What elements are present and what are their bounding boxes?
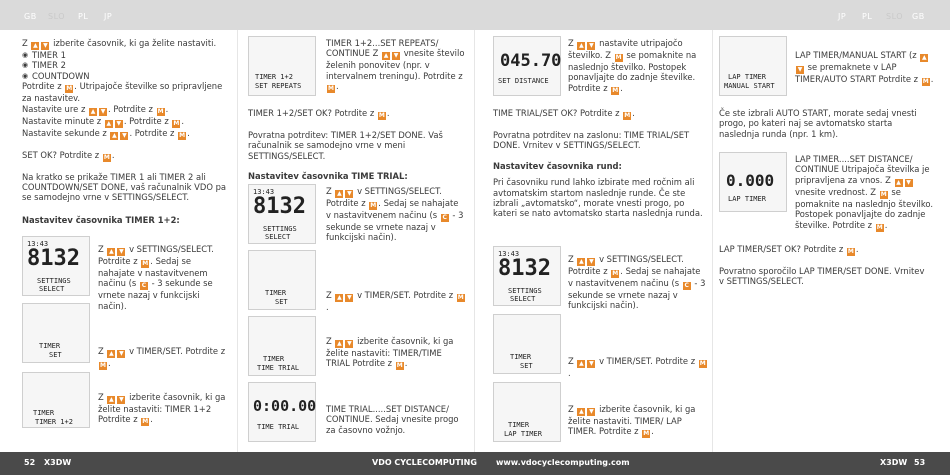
lcd-line2: TIME TRIAL	[257, 364, 300, 372]
lcd-settings-display	[22, 236, 90, 296]
clear-key-icon: C	[141, 282, 147, 290]
mode-key-icon: M	[922, 78, 929, 85]
tab-gb-left[interactable]: GB	[24, 12, 37, 21]
col3-step3: Z ▲ ▼ v TIMER/SET. Potrdite z M.	[568, 356, 706, 378]
mode-key-icon: M	[699, 360, 706, 367]
col2-step1: TIMER 1+2...SET REPEATS/ CONTINUE Z ▲ ▼ vnesite število želenih ponovitev (npr. v intervalnem treningu). Potrdite z M .	[326, 38, 465, 93]
column-2	[248, 108, 468, 188]
up-icon: ▲	[337, 190, 342, 197]
lcd-line1: TIMER	[510, 353, 532, 361]
mode-key-icon: M	[370, 202, 377, 209]
up-icon: ▲	[90, 107, 96, 115]
clear-key-icon: C	[442, 214, 447, 221]
lcd-timetrial-select-display	[248, 316, 316, 376]
col2-step2: Z ▲ ▼ v SETTINGS/SELECT. Potrdite z M . Sedaj se nahajate v nastavitvenem načinu (s C - 3 sekunde se vrnete nazaj v funkcijski način).	[326, 186, 464, 243]
model-name-right: X3DW	[880, 458, 908, 467]
mode-key-icon: M	[100, 362, 106, 369]
lcd-distance-display	[493, 36, 561, 96]
down-icon: ▼	[589, 360, 594, 367]
lcd-line1: SETTINGS	[263, 225, 297, 233]
up-icon: ▲	[33, 42, 38, 49]
setok-text: TIMER 1+2/SET OK? Potrdite z M .	[248, 108, 390, 119]
mode-key-icon: M	[624, 112, 631, 119]
mode-key-icon: M	[66, 85, 73, 93]
list-item: ◉ TIMER 1	[22, 50, 227, 60]
setok-text: LAP TIMER/SET OK? Potrdite z M .	[719, 244, 859, 255]
column-divider	[712, 30, 713, 452]
col3-step4: Z ▲ ▼ izberite časovnik, ki ga želite nastaviti. TIMER/ LAP TIMER. Potrdite z M .	[568, 404, 696, 438]
col2-step5: TIME TRIAL.....SET DISTANCE/ CONTINUE. Sedaj vnesite progo za časovno vožnjo.	[326, 404, 459, 435]
mode-key-icon: M	[643, 430, 650, 438]
lcd-main-value: 045.70	[500, 51, 562, 71]
lcd-line2: SET	[520, 362, 533, 370]
mode-key-icon: M	[378, 112, 385, 119]
lcd-time: 13:43	[27, 240, 49, 248]
list-item: ◉ COUNTDOWN	[22, 71, 227, 81]
lcd-manual-start-display	[719, 36, 787, 96]
lcd-main-value: 0:00.00	[253, 397, 317, 415]
col4-step1: LAP TIMER/MANUAL START (z ▲▼ se premaknete v LAP TIMER/AUTO START Potrdite z M .	[795, 50, 934, 85]
lcd-line1: TIMER	[263, 355, 285, 363]
lcd-line1: TIMER	[33, 409, 55, 417]
up-icon: ▲	[337, 294, 342, 301]
lcd-timer-display	[22, 303, 90, 363]
lcd-line2: MANUAL START	[724, 82, 775, 90]
setok-text: TIME TRIAL/SET OK? Potrdite z M .	[493, 108, 635, 119]
up-icon: ▲	[106, 119, 112, 127]
lcd-line1: TIMER	[265, 289, 287, 297]
up-icon: ▲	[896, 178, 901, 186]
lcd-settings-display	[248, 184, 316, 244]
up-icon: ▲	[112, 131, 117, 139]
lcd-line1: LAP TIMER	[728, 195, 766, 203]
model-name-left: X3DW	[44, 458, 72, 467]
mode-key-icon: M	[142, 418, 149, 426]
down-icon: ▼	[589, 42, 594, 49]
column-divider	[237, 30, 238, 452]
up-icon: ▲	[337, 340, 342, 347]
lcd-time: 13:43	[498, 250, 520, 258]
page-number-right: 53	[914, 458, 926, 467]
mode-key-icon: M	[103, 153, 110, 161]
top-language-bar	[0, 0, 950, 30]
section-heading: Nastavitev časovnika TIMER 1+2:	[22, 214, 180, 225]
column-4	[719, 244, 931, 297]
mode-key-icon: M	[179, 131, 186, 139]
website-link[interactable]: www.vdocyclecomputing.com	[496, 458, 630, 467]
col1-step1: Z ▲ ▼ v SETTINGS/SELECT. Potrdite z M . Sedaj se nahajate v nastavitvenem načinu (s C - 3 sekunde se vrnete nazaj v funkcijski način).	[98, 244, 214, 311]
tab-slo-left[interactable]: SLO	[48, 12, 66, 21]
col3-step2: Z ▲ ▼ v SETTINGS/SELECT. Potrdite z M . Sedaj se nahajate v nastavitvenem načinu (s C - 3 sekunde se vrnete nazaj v funkcijski način).	[568, 254, 706, 311]
summary-text: Na kratko se prikaže TIMER 1 ali TIMER 2 ali COUNTDOWN/SET DONE, vaš računalnik VDO pa se samodejno vrne v SETTINGS/SELECT.	[22, 171, 227, 203]
down-icon: ▼	[43, 42, 48, 49]
down-icon: ▼	[119, 350, 124, 357]
up-icon: ▲	[109, 350, 114, 357]
lcd-timer-display	[493, 314, 561, 374]
mode-key-icon: M	[457, 294, 464, 301]
down-icon: ▼	[119, 248, 124, 255]
lcd-line2: SELECT	[39, 285, 65, 293]
up-icon: ▲	[921, 54, 927, 61]
down-icon: ▼	[119, 396, 124, 403]
column-1	[22, 38, 227, 231]
mode-key-icon: M	[615, 54, 622, 61]
mode-key-icon: M	[328, 85, 334, 93]
lcd-main-value: 8132	[253, 194, 306, 219]
col1-step2: Z ▲ ▼ v TIMER/SET. Potrdite z M .	[98, 346, 226, 369]
brand-name: VDO CYCLECOMPUTING	[372, 458, 477, 467]
column-3	[493, 108, 705, 229]
tab-jp-right[interactable]: JP	[838, 12, 847, 21]
done-text: Povratno sporočilo LAP TIMER/SET DONE. Vrnitev v SETTINGS/SELECT.	[719, 266, 925, 287]
lcd-main-value: 8132	[498, 256, 551, 281]
lcd-line2: SET	[49, 351, 62, 359]
up-icon: ▲	[109, 396, 114, 403]
lcd-timer-display	[248, 250, 316, 310]
lcd-line1: SETTINGS	[37, 277, 71, 285]
section-heading: Nastavitev časovnika TIME TRIAL:	[248, 171, 408, 182]
lcd-settings-display	[493, 246, 561, 306]
seconds-text: Nastavite sekunde z ▲ ▼ . Potrdite z M .	[22, 127, 190, 139]
footer-bar	[0, 452, 950, 475]
section-heading: Nastavitev časovnika rund:	[493, 160, 622, 171]
down-icon: ▼	[116, 119, 122, 127]
list-item: ◉ TIMER 2	[22, 60, 227, 70]
intro-text: Z ▲ ▼ izberite časovnik, ki ga želite nastaviti.	[22, 38, 217, 49]
col3-step1: Z ▲ ▼ nastavite utripajočo številko. Z M se pomaknite na naslednjo številko. Postopek ponavljajte do zadnje številke. Potrdite z M .	[568, 38, 697, 94]
mode-key-icon: M	[876, 223, 883, 231]
tab-slo-right[interactable]: SLO	[886, 12, 904, 21]
tab-gb-right[interactable]: GB	[912, 12, 925, 21]
mode-key-icon: M	[880, 190, 887, 198]
minutes-text: Nastavite minute z ▲ ▼ . Potrdite z M .	[22, 115, 185, 127]
lcd-line1: TIME TRIAL	[257, 423, 300, 431]
page-number-left: 52	[24, 458, 36, 467]
down-icon: ▼	[797, 66, 803, 73]
intro-text: Pri časovniku rund lahko izbirate med ročnim ali avtomatskim startom naslednje runde. Če ste izbrali „avtomatsko“, morate vnesti progo, po kateri se nato avtomatsko starta naslednja runda.	[493, 177, 703, 219]
tab-pl-left[interactable]: PL	[78, 12, 89, 21]
mode-key-icon: M	[142, 260, 149, 267]
lcd-line1: TIMER 1+2	[255, 73, 293, 81]
lcd-repeats-display	[248, 36, 316, 96]
hours-text: Nastavite ure z ▲ ▼ . Potrdite z M .	[22, 103, 169, 115]
down-icon: ▼	[347, 340, 352, 347]
lcd-lap-distance-display	[719, 152, 787, 212]
up-icon: ▲	[579, 408, 584, 415]
lcd-line1: SET DISTANCE	[498, 77, 549, 85]
lcd-line1: TIMER	[39, 342, 61, 350]
up-icon: ▲	[383, 52, 389, 60]
lcd-line1: SETTINGS	[508, 287, 542, 295]
down-icon: ▼	[906, 178, 911, 186]
lcd-main-value: 8132	[27, 246, 80, 271]
mode-key-icon: M	[847, 248, 854, 255]
down-icon: ▼	[589, 408, 594, 415]
down-icon: ▼	[100, 107, 106, 115]
down-icon: ▼	[393, 52, 399, 60]
up-icon: ▲	[579, 42, 584, 49]
confirm-text: Potrdite z M . Utripajoče številke so pripravljene za nastavitev.	[22, 81, 223, 104]
lcd-line2: SELECT	[265, 233, 291, 241]
done-text: Povratna potrditev: TIMER 1+2/SET DONE. Vaš računalnik se samodejno vrne v meni SETTINGS/SELECT.	[248, 130, 443, 161]
clear-key-icon: C	[684, 282, 689, 289]
col2-step4: Z ▲ ▼ izberite časovnik, ki ga želite nastaviti: TIMER/TIME TRIAL Potrdite z M .	[326, 336, 454, 370]
up-icon: ▲	[109, 248, 114, 255]
lcd-line2: LAP TIMER	[504, 430, 542, 438]
lcd-line2: SELECT	[510, 295, 536, 303]
lcd-time: 13:43	[253, 188, 275, 196]
col4-auto-text: Če ste izbrali AUTO START, morate sedaj vnesti progo, po kateri naj se avtomatsko starta naslednja runda (npr. 1 km).	[719, 108, 917, 139]
done-text: Povratna potrditev na zaslonu: TIME TRIAL/SET DONE. Vrnitev v SETTINGS/SELECT.	[493, 130, 690, 151]
mode-key-icon: M	[612, 270, 619, 277]
mode-key-icon: M	[173, 119, 180, 127]
down-icon: ▼	[589, 258, 594, 265]
lcd-timer12-display	[22, 372, 90, 428]
col1-step3: Z ▲ ▼ izberite časovnik, ki ga želite nastaviti: TIMER 1+2 Potrdite z M .	[98, 392, 226, 426]
lcd-main-value: 0.000	[726, 171, 775, 190]
lcd-timetrial-display	[248, 382, 316, 442]
setok-text: SET OK? Potrdite z M .	[22, 149, 115, 161]
tab-pl-right[interactable]: PL	[862, 12, 873, 21]
lcd-line1: TIMER	[508, 421, 530, 429]
down-icon: ▼	[347, 190, 352, 197]
lcd-line2: SET	[275, 298, 288, 306]
col2-step3: Z ▲ ▼ v TIMER/SET. Potrdite z M.	[326, 290, 464, 312]
lcd-line2: SET REPEATS	[255, 82, 302, 90]
down-icon: ▼	[122, 131, 127, 139]
down-icon: ▼	[347, 294, 352, 301]
mode-key-icon: M	[157, 107, 164, 115]
col4-step2: LAP TIMER....SET DISTANCE/ CONTINUE Utripajoča številka je pripravljena za vnos. Z ▲ ▼ vnesite vrednost. Z M se pomaknite na naslednjo številko. Postopek ponavljajte do zadnje številke. Potrdite z M .	[795, 154, 934, 231]
lcd-line2: TIMER 1+2	[35, 418, 73, 426]
mode-key-icon: M	[396, 362, 403, 370]
lcd-laptimer-select-display	[493, 382, 561, 442]
tab-jp-left[interactable]: JP	[104, 12, 113, 21]
lcd-line1: LAP TIMER	[728, 73, 766, 81]
timer-options-list	[22, 50, 227, 81]
up-icon: ▲	[579, 360, 584, 367]
up-icon: ▲	[579, 258, 584, 265]
mode-key-icon: M	[612, 86, 619, 94]
page-divider	[474, 30, 475, 452]
